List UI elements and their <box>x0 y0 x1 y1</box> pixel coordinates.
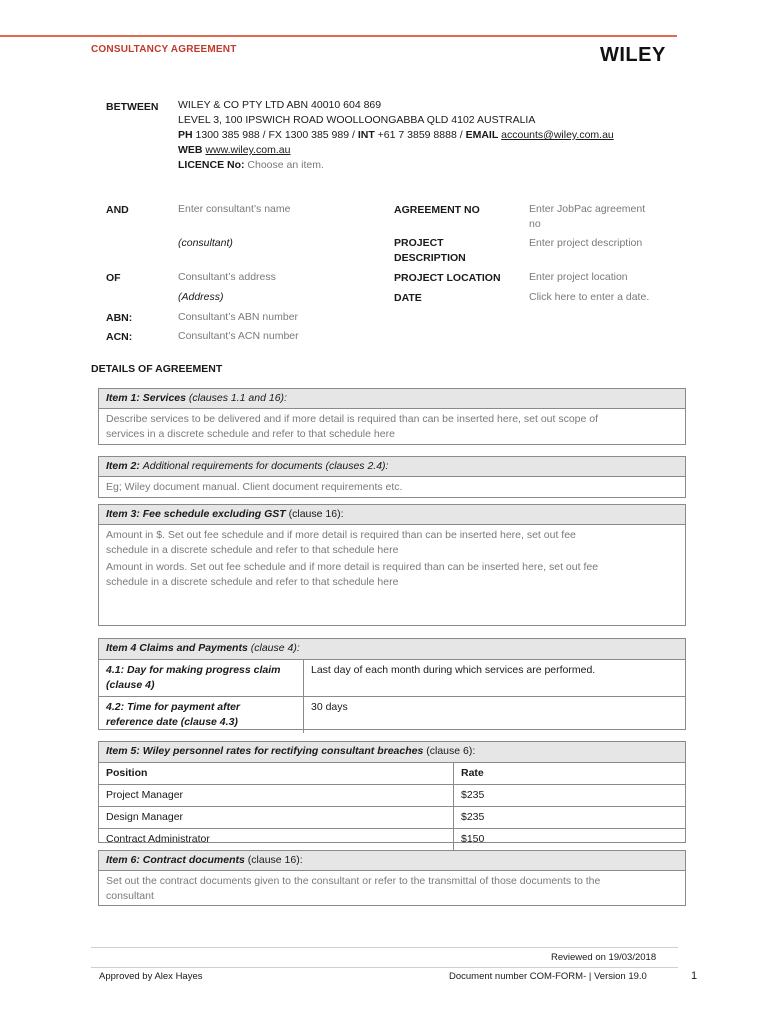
licence-select[interactable]: Choose an item. <box>247 159 324 171</box>
item5-rates-table <box>99 762 685 850</box>
company-web: WEB www.wiley.com.au <box>178 144 291 156</box>
item6-box <box>98 850 686 906</box>
header-rule <box>0 35 677 37</box>
project-location-field[interactable]: Enter project location <box>529 271 628 283</box>
table-row <box>99 807 685 829</box>
column-header-position: Position <box>99 763 454 785</box>
position-cell: Contract Administrator <box>99 829 454 851</box>
email-link[interactable]: accounts@wiley.com.au <box>501 129 614 141</box>
document-number: Document number COM-FORM- | Version 19.0 <box>449 971 647 982</box>
column-header-rate: Rate <box>454 763 686 785</box>
licence-row: LICENCE No: Choose an item. <box>178 159 324 171</box>
footer-rule <box>91 947 678 948</box>
item6-header: Item 6: Contract documents (clause 16): <box>99 851 685 871</box>
abn-field[interactable]: Consultant’s ABN number <box>178 311 299 323</box>
consultant-name-field[interactable]: Enter consultant’s name <box>178 203 291 215</box>
item6-documents-field[interactable]: Set out the contract documents given to the consultant or refer to the transmittal of those documents to the consultant <box>106 875 601 902</box>
item4-box <box>98 638 686 730</box>
document-title: CONSULTANCY AGREEMENT <box>91 44 237 55</box>
project-location-label: PROJECT LOCATION <box>394 272 501 284</box>
item3-fee-field[interactable]: Amount in $. Set out fee schedule and if more detail is required than can be inserted here, set out fee schedule in a discrete schedule and refer to that schedule here Amount in words. Set out fee schedule and if more detail is required than can be inserted here, set out fee schedule in a discrete schedule and refer to that schedule here <box>106 529 599 588</box>
item3-header: Item 3: Fee schedule excluding GST (clause 16): <box>99 505 685 525</box>
item2-header: Item 2: Additional requirements for documents (clauses 2.4): <box>99 457 685 477</box>
web-link[interactable]: www.wiley.com.au <box>205 144 291 156</box>
company-address: LEVEL 3, 100 IPSWICH ROAD WOOLLOONGABBA QLD 4102 AUSTRALIA <box>178 114 536 126</box>
table-row <box>99 829 685 851</box>
footer-rule <box>91 967 678 968</box>
table-row <box>99 697 685 734</box>
agreement-no-label: AGREEMENT NO <box>394 204 480 216</box>
item4-table <box>99 659 685 733</box>
company-details <box>178 98 688 173</box>
item4-2-label: 4.2: Time for payment after reference date (clause 4.3) <box>99 697 304 734</box>
reviewed-date: Reviewed on 19/03/2018 <box>551 952 657 963</box>
table-header-row <box>99 763 685 785</box>
project-description-label: PROJECT DESCRIPTION <box>394 237 466 264</box>
item3-box <box>98 504 686 626</box>
item1-box <box>98 388 686 445</box>
table-row <box>99 785 685 807</box>
rate-cell[interactable]: $235 <box>454 807 686 829</box>
acn-field[interactable]: Consultant’s ACN number <box>178 330 299 342</box>
acn-label: ACN: <box>106 331 133 343</box>
item4-1-label: 4.1: Day for making progress claim (clause 4) <box>99 660 304 697</box>
project-description-field[interactable]: Enter project description <box>529 237 643 249</box>
rate-cell[interactable]: $150 <box>454 829 686 851</box>
address-tag: (Address) <box>178 291 224 303</box>
and-label: AND <box>106 204 129 216</box>
agreement-no-field[interactable]: Enter JobPac agreement no <box>529 203 646 230</box>
item1-header: Item 1: Services (clauses 1.1 and 16): <box>99 389 685 409</box>
consultant-tag: (consultant) <box>178 237 233 249</box>
item5-box <box>98 741 686 843</box>
rate-cell[interactable]: $235 <box>454 785 686 807</box>
approved-by: Approved by Alex Hayes <box>99 971 203 982</box>
date-label: DATE <box>394 292 422 304</box>
item5-header: Item 5: Wiley personnel rates for rectifying consultant breaches (clause 6): <box>99 742 685 762</box>
company-name: WILEY & CO PTY LTD ABN 40010 604 869 <box>178 99 382 111</box>
abn-label: ABN: <box>106 312 133 324</box>
position-cell: Design Manager <box>99 807 454 829</box>
item2-box <box>98 456 686 498</box>
item4-2-value[interactable]: 30 days <box>304 697 686 734</box>
item4-header: Item 4 Claims and Payments (clause 4): <box>99 639 685 659</box>
date-picker-field[interactable]: Click here to enter a date. <box>529 291 650 303</box>
of-label: OF <box>106 272 121 284</box>
details-title: DETAILS OF AGREEMENT <box>91 363 223 375</box>
item2-requirements-field[interactable]: Eg; Wiley document manual. Client document requirements etc. <box>106 481 403 493</box>
between-label: BETWEEN <box>106 101 159 113</box>
position-cell: Project Manager <box>99 785 454 807</box>
consultant-address-field[interactable]: Consultant’s address <box>178 271 276 283</box>
wiley-logo: WILEY <box>600 44 666 66</box>
item1-services-field[interactable]: Describe services to be delivered and if more detail is required than can be inserted here, set out scope of services in a discrete schedule and refer to that schedule here <box>106 413 599 440</box>
item4-1-value[interactable]: Last day of each month during which services are performed. <box>304 660 686 697</box>
company-contact: PH 1300 385 988 / FX 1300 385 989 / INT +61 7 3859 8888 / EMAIL accounts@wiley.com.au <box>178 129 614 141</box>
page-number: 1 <box>691 970 698 982</box>
table-row <box>99 660 685 697</box>
